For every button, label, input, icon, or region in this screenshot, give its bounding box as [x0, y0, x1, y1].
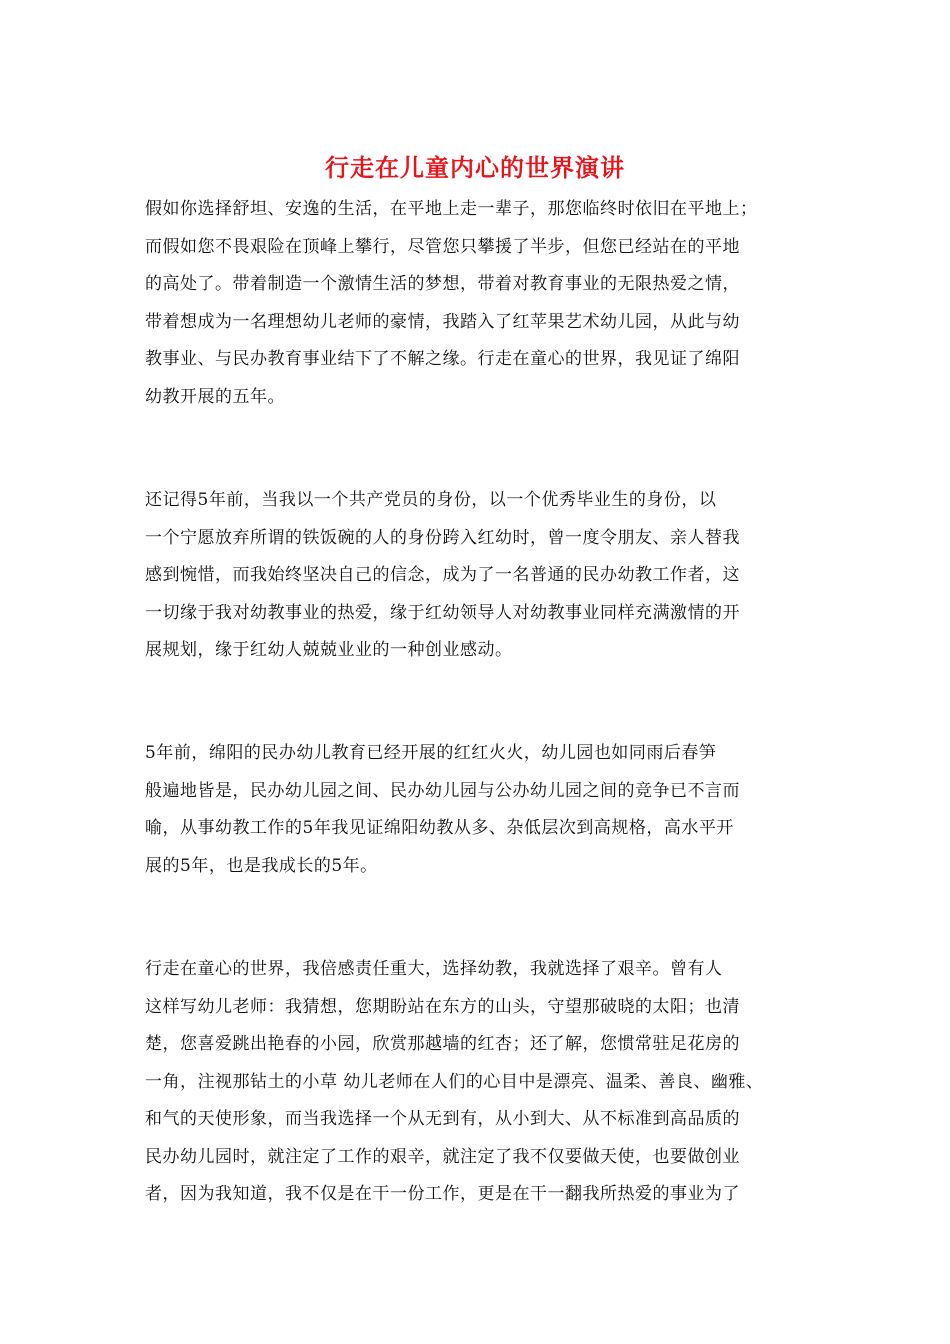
paragraph-2-line-2: 一个宁愿放弃所谓的铁饭碗的人的身份跨入红幼时，曾一度令朋友、亲人替我	[145, 528, 740, 548]
paragraph-4-line-5: 和气的天使形象，而当我选择一个从无到有，从小到大、从不标准到高品质的	[145, 1109, 740, 1129]
paragraph-3-line-1: 5年前，绵阳的民办幼儿教育已经开展的红红火火，幼儿园也如同雨后春笋	[145, 743, 717, 763]
paragraph-3-line-4: 展的5年，也是我成长的5年。	[145, 856, 378, 876]
paragraph-1-line-3: 的高处了。带着制造一个激情生活的梦想，带着对教育事业的无限热爱之情，	[145, 274, 740, 294]
paragraph-2-line-5: 展规划，缘于红幼人兢兢业业的一种创业感动。	[145, 640, 513, 660]
paragraph-1-line-6: 幼教开展的五年。	[145, 387, 285, 407]
paragraph-1-line-5: 教事业、与民办教育事业结下了不解之缘。行走在童心的世界，我见证了绵阳	[145, 349, 740, 369]
paragraph-2-line-4: 一切缘于我对幼教事业的热爱，缘于红幼领导人对幼教事业同样充满激情的开	[145, 603, 740, 623]
paragraph-3-line-3: 喻，从事幼教工作的5年我见证绵阳幼教从多、杂低层次到高规格，高水平开	[145, 818, 734, 838]
paragraph-1-line-1: 假如你选择舒坦、安逸的生活，在平地上走一辈子，那您临终时依旧在平地上；	[145, 199, 758, 219]
paragraph-1-line-2: 而假如您不畏艰险在顶峰上攀行，尽管您只攀援了半步，但您已经站在的平地	[145, 237, 740, 257]
paragraph-4-line-6: 民办幼儿园时，就注定了工作的艰辛，就注定了我不仅要做天使，也要做创业	[145, 1147, 740, 1167]
paragraph-4-line-4: 一角，注视那钻土的小草 幼儿老师在人们的心目中是漂亮、温柔、善良、幽雅、	[145, 1072, 764, 1092]
paragraph-4-line-3: 楚，您喜爱跳出艳春的小园，欣赏那越墙的红杏；还了解，您惯常驻足花房的	[145, 1034, 740, 1054]
paragraph-2-line-1: 还记得5年前，当我以一个共产党员的身份，以一个优秀毕业生的身份，以	[145, 490, 717, 510]
paragraph-4-line-7: 者，因为我知道，我不仅是在干一份工作，更是在干一翻我所热爱的事业为了	[145, 1184, 740, 1204]
paragraph-4-line-1: 行走在童心的世界，我倍感责任重大，选择幼教，我就选择了艰辛。曾有人	[145, 959, 723, 979]
paragraph-2-line-3: 感到惋惜，而我始终坚决自己的信念，成为了一名普通的民办幼教工作者，这	[145, 565, 740, 585]
document-title: 行走在儿童内心的世界演讲	[325, 153, 625, 182]
paragraph-3-line-2: 般遍地皆是，民办幼儿园之间、民办幼儿园与公办幼儿园之间的竞争已不言而	[145, 781, 740, 801]
paragraph-4-line-2: 这样写幼儿老师：我猜想，您期盼站在东方的山头，守望那破晓的太阳；也清	[145, 997, 740, 1017]
paragraph-1-line-4: 带着想成为一名理想幼儿老师的豪情，我踏入了红苹果艺术幼儿园，从此与幼	[145, 312, 740, 332]
